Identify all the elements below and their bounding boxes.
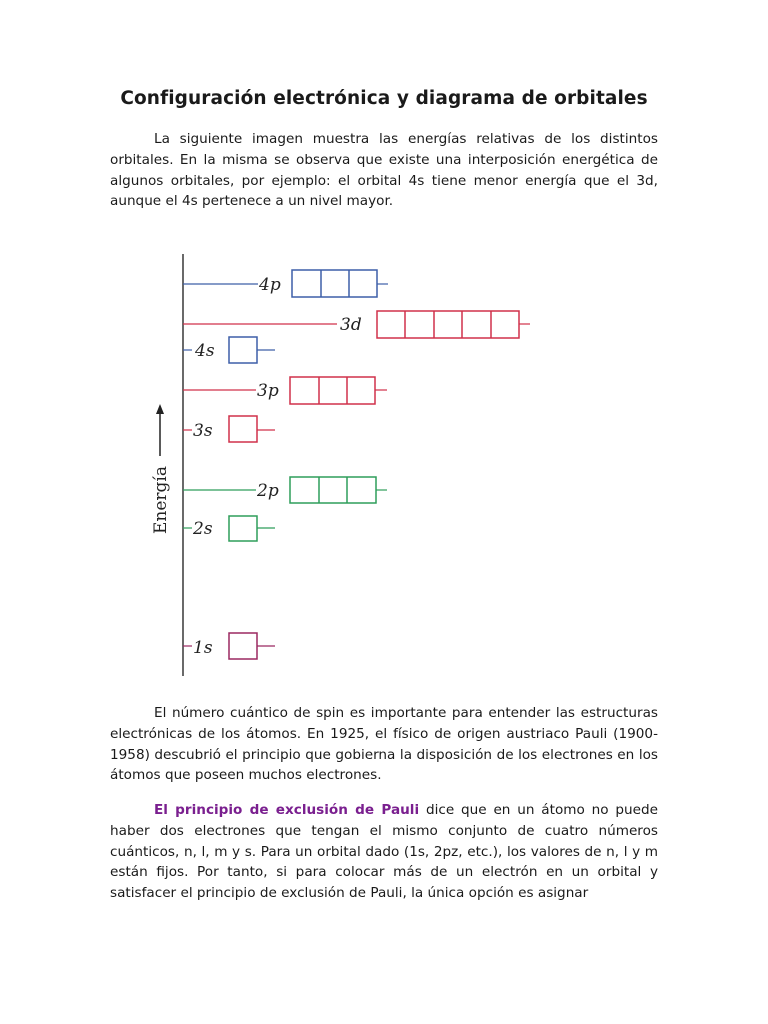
intro-paragraph-text: La siguiente imagen muestra las energías relativas de los distintos orbitales. En la misma se observa que existe una interposición energética de algunos orbitales, por ejemplo: el orbital 4s tiene menor energía que el 3d, aunque el 4s pertenece a un nivel mayor. <box>110 131 658 210</box>
orbital-boxes-4s <box>229 337 257 363</box>
orbital-level-2s <box>183 516 275 541</box>
pauli-principle-highlight: El principio de exclusión de Pauli <box>154 802 420 818</box>
orbital-level-3p <box>183 377 387 404</box>
pauli-paragraph-text: dice que en un átomo no puede haber dos electrones que tengan el mismo conjunto de cuatro números cuánticos, n, l, m y s. Para un orbital dado (1s, 2pz, etc.), los valores de n, l y m están fijos. Por tanto, si para colocar más de un electrón en un orbital y satisfacer el principio de exclusión de Pauli, la única opción es asignar <box>110 802 658 902</box>
orbital-boxes-4p <box>292 270 377 297</box>
orbital-label-4s: 4s <box>195 341 215 361</box>
spin-paragraph <box>110 703 658 786</box>
intro-paragraph <box>110 129 658 212</box>
orbital-boxes-3s <box>229 416 257 442</box>
orbital-level-3s <box>183 416 275 442</box>
orbital-label-3s: 3s <box>193 421 213 441</box>
orbital-boxes-3d <box>377 311 519 338</box>
energy-axis-label: Energía <box>151 466 171 534</box>
orbital-boxes-1s <box>229 633 257 659</box>
orbital-label-1s: 1s <box>193 638 213 658</box>
orbital-label-2p: 2p <box>257 481 279 501</box>
orbital-boxes-2s <box>229 516 257 541</box>
orbital-level-1s <box>183 633 275 659</box>
orbital-level-4p <box>183 270 388 297</box>
orbital-label-2s: 2s <box>193 519 213 539</box>
orbital-level-2p <box>183 477 387 503</box>
pauli-paragraph <box>110 800 658 904</box>
orbital-label-3d: 3d <box>340 315 362 335</box>
energy-arrow-head <box>156 404 164 414</box>
spin-paragraph-text: El número cuántico de spin es importante para entender las estructuras electrónicas de los átomos. En 1925, el físico de origen austriaco Pauli (1900-1958) descubrió el principio que gobierna la disposición de los electrones en los átomos que poseen muchos electrones. <box>110 705 658 784</box>
orbital-level-4s <box>183 337 275 363</box>
orbital-energy-diagram <box>140 248 560 680</box>
orbital-label-3p: 3p <box>257 381 279 401</box>
orbital-level-3d <box>183 311 530 338</box>
orbital-boxes-3p <box>290 377 375 404</box>
orbital-label-4p: 4p <box>259 275 281 295</box>
orbital-boxes-2p <box>290 477 376 503</box>
document-title: Configuración electrónica y diagrama de orbitales <box>120 88 648 109</box>
